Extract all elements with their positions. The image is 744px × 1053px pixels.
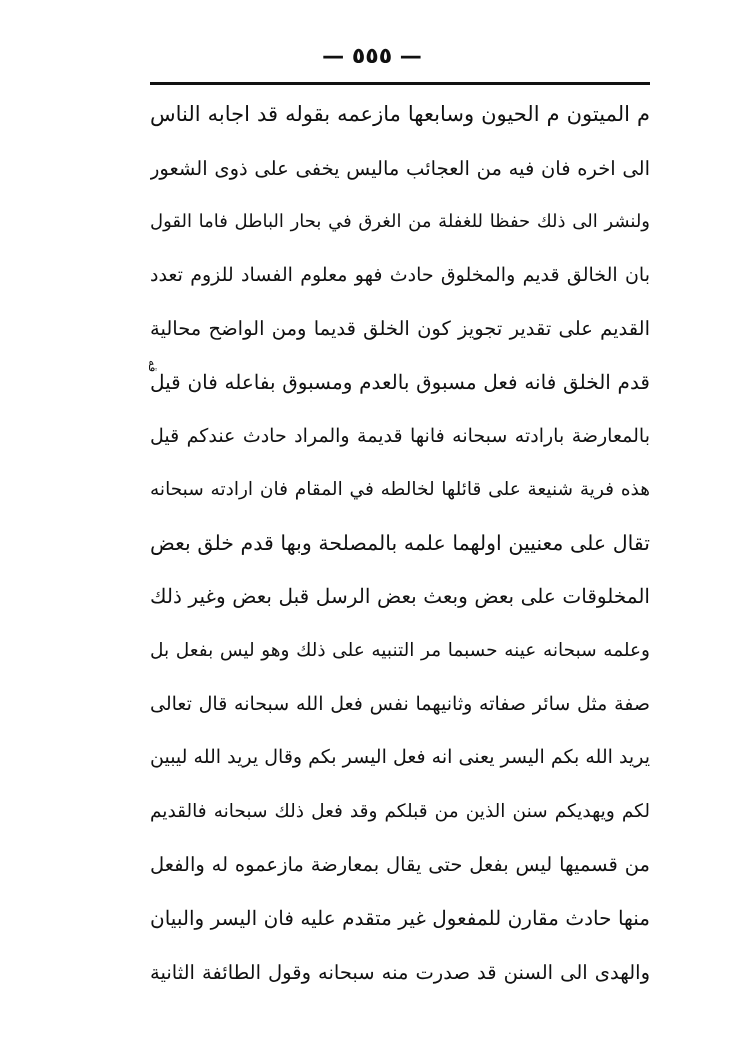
text-line: وعلمه سبحانه عينه حسبما مر التنبيه على ذلك وهو ليس بفعل بل xyxy=(150,639,650,661)
text-line: بالمعارضة بارادته سبحانه فانها قديمة والمراد حادث عندكم قيل xyxy=(150,424,650,447)
text-line: هذه فرية شنيعة على قائلها لخالطه في المقام فان ارادته سبحانه xyxy=(150,479,650,501)
text-line: يريد الله بكم اليسر يعنى انه فعل اليسر بكم وقال يريد الله ليبين xyxy=(150,746,650,769)
margin-note: قه xyxy=(146,360,160,373)
text-line: ولنشر الى ذلك حفظا للغفلة من الغرق في بحار الباطل فاما القول xyxy=(150,211,650,233)
text-line: لكم ويهديكم سنن الذين من قبلكم وقد فعل ذلك سبحانه فالقديم xyxy=(150,800,650,822)
page-number: — ٥٥٥ — xyxy=(322,44,422,69)
text-line: بان الخالق قديم والمخلوق حادث فهو معلوم الفساد للزوم تعدد xyxy=(150,263,650,286)
text-line: والهدى الى السنن قد صدرت منه سبحانه وقول الطائفة الثانية xyxy=(150,960,650,984)
text-line: قدم الخلق فانه فعل مسبوق بالعدم ومسبوق بفاعله فان قيل xyxy=(150,369,650,394)
text-line: م الميتون م الحيون وسابعها مازعمه بقوله قد اجابه الناس xyxy=(150,102,650,126)
text-line: المخلوقات على بعض وبعث بعض الرسل قبل بعض وغير ذلك xyxy=(150,584,650,609)
text-line: منها حادث مقارن للمفعول غير متقدم عليه فان اليسر والبيان xyxy=(150,905,650,930)
text-line: صفة مثل سائر صفاته وثانيهما نفس فعل الله سبحانه قال تعالى xyxy=(150,692,650,715)
body-text xyxy=(150,88,650,999)
text-line: تقال على معنيين اولهما علمه بالمصلحة وبها قدم خلق بعض xyxy=(150,530,650,555)
header-rule xyxy=(150,82,650,85)
text-line: من قسميها ليس بفعل حتى يقال بمعارضة مازعموه له والفعل xyxy=(150,853,650,877)
text-line: القديم على تقدير تجويز كون الخلق قديما ومن الواضح محالية xyxy=(150,317,650,341)
text-line: الى اخره فان فيه من العجائب ماليس يخفى على ذوى الشعور xyxy=(150,156,650,180)
